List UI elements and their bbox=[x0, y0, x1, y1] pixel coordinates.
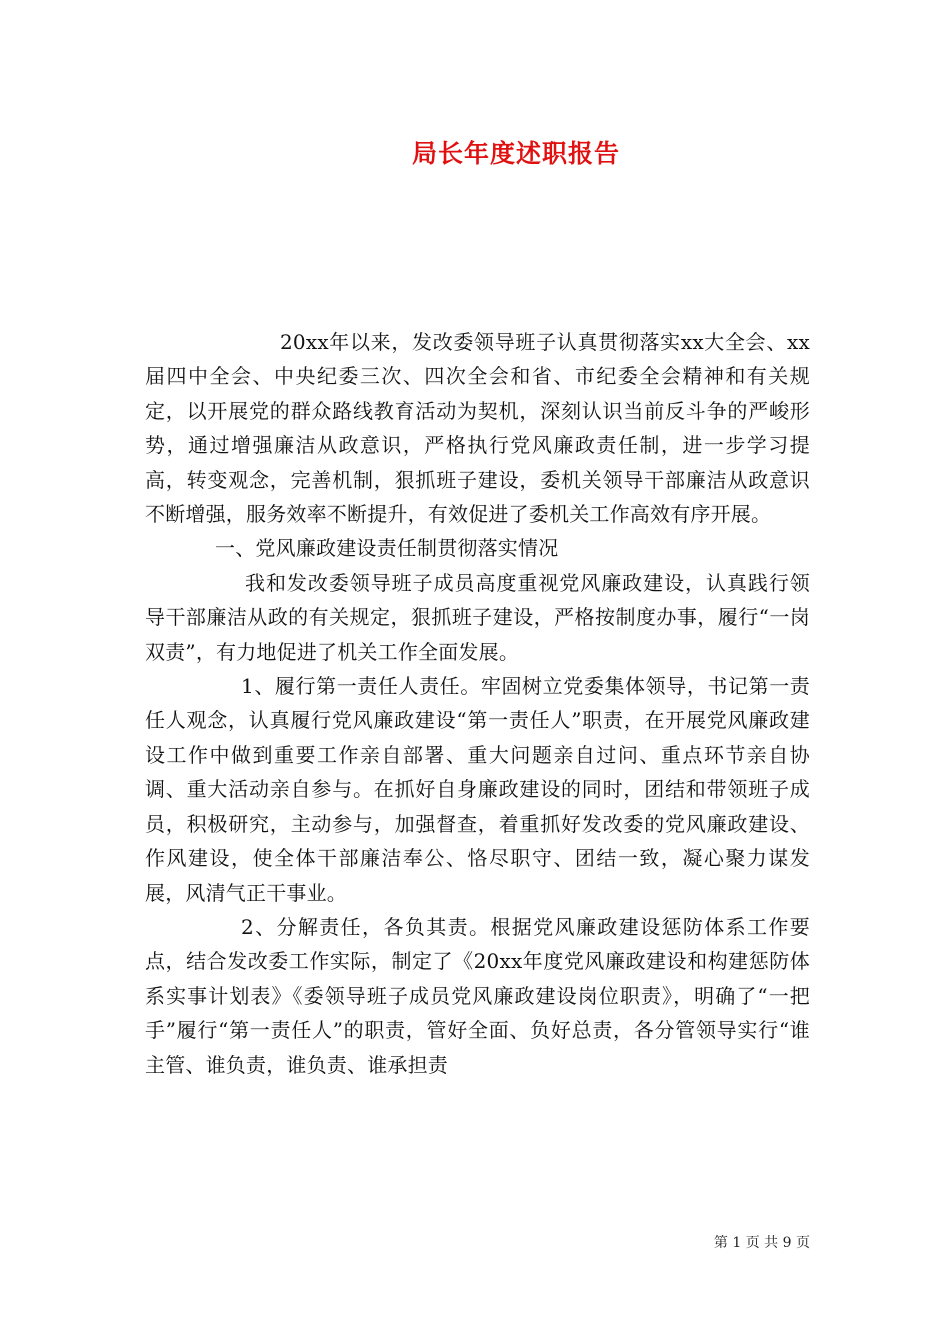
page-number-footer: 第 1 页 共 9 页 bbox=[713, 1235, 810, 1251]
section-heading-1: 一、党风廉政建设责任制贯彻落实情况 bbox=[215, 536, 559, 561]
paragraph-intro: 20xx年以来，发改委领导班子认真贯彻落实xx大全会、xx届四中全会、中央纪委三次、四次全会和省、市纪委全会精神和有关规定，以开展党的群众路线教育活动为契机，深刻认识当前反斗争的严峻形势，通过增强廉洁从政意识，严格执行党风廉政责任制，进一步学习提高，转变观念，完善机制，狠抓班子建设，委机关领导干部廉洁从政意识不断增强，服务效率不断提升，有效促进了委机关工作高效有序开展。 bbox=[145, 330, 810, 527]
document-body bbox=[145, 325, 810, 1082]
document-title: 局长年度述职报告 bbox=[411, 139, 620, 168]
paragraph-section-1-intro: 我和发改委领导班子成员高度重视党风廉政建设，认真践行领导干部廉洁从政的有关规定，狠抓班子建设，严格按制度办事，履行“一岗双责”，有力地促进了机关工作全面发展。 bbox=[145, 570, 810, 664]
paragraph-item-1: 1、履行第一责任人责任。牢固树立党委集体领导，书记第一责任人观念，认真履行党风廉政建设“第一责任人”职责，在开展党风廉政建设工作中做到重要工作亲自部署、重大问题亲自过问、重点环节亲自协调、重大活动亲自参与。在抓好自身廉政建设的同时，团结和带领班子成员，积极研究，主动参与，加强督查，着重抓好发改委的党风廉政建设、作风建设，使全体干部廉洁奉公、恪尽职守、团结一致，凝心聚力谋发展，风清气正干事业。 bbox=[145, 674, 810, 905]
paragraph-item-2: 2、分解责任，各负其责。根据党风廉政建设惩防体系工作要点，结合发改委工作实际，制定了《20xx年度党风廉政建设和构建惩防体系实事计划表》《委领导班子成员党风廉政建设岗位职责》，明确了“一把手”履行“第一责任人”的职责，管好全面、负好总责，各分管领导实行“谁主管、谁负责，谁负责、谁承担责 bbox=[145, 914, 810, 1077]
